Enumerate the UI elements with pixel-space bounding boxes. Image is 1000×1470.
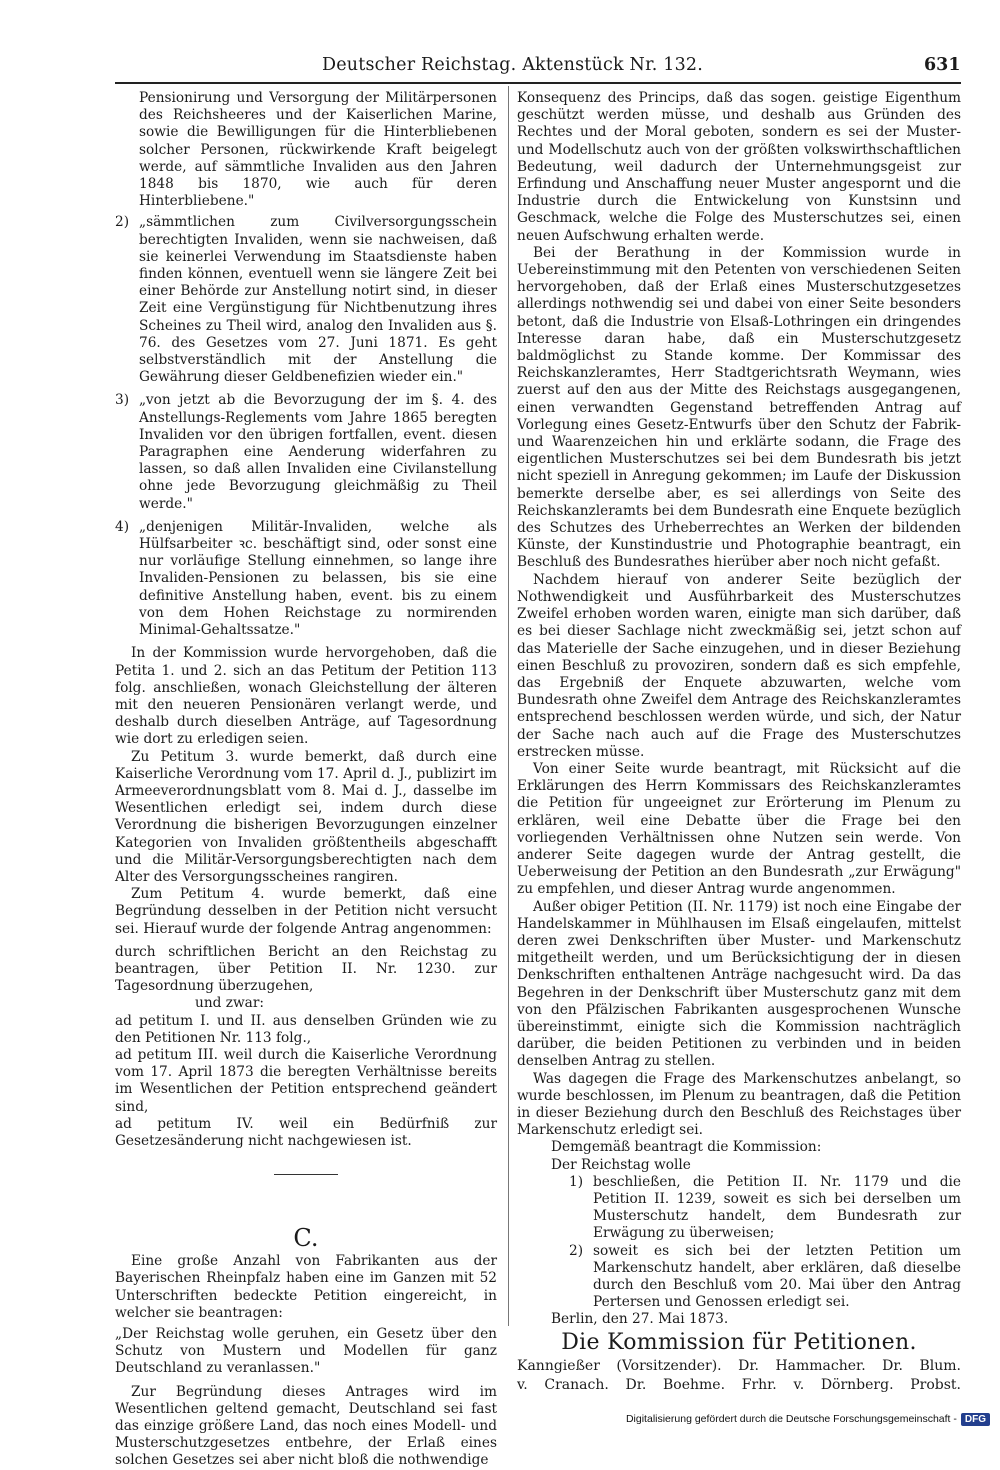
paragraph: Was dagegen die Frage des Markenschutzes anbelangt, so wurde beschlossen, im Plenum zu beantragen, daß die Petition in dieser Beziehung durch den Beschluß des Reichstages über Markenschutz erledigt sei. <box>517 1070 961 1139</box>
item-text: „sämmtlichen zum Civilversorgungsschein berechtigten Invaliden, wenn sie nachweisen, daß sie keinerlei Verwendung im Staatsdienste haben finden können, eventuell wenn sie längere Zeit bei einer Behörde zur Anstellung notirt sind, in dieser Zeit eine Vergünstigung für Nichtbenutzung ihres Scheines zu Theil wird, analog den Invaliden aus §. 76. des Gesetzes vom 27. Juni 1871. Es geht selbstverständlich mit der Anstellung die Gewährung dieser Geldbenefizien wieder ein." <box>139 214 497 386</box>
paragraph: Konsequenz des Princips, daß das sogen. geistige Eigenthum geschützt werden müsse, und deshalb aus Gründen des Rechtes und der Moral geboten, sondern es sei der Muster- und Modellschutz auch von der größten volkswirthschaftlichen Bedeutung, weil dadurch der Unternehmungsgeist zur Erfindung und Anschaffung neuer Muster angespornt und die Industrie durch die Entwickelung von Kunstsinn und Geschmack, welche die Folge des Musterschutzes sei, einen neuen Aufschwung erhalten werde. <box>517 90 961 244</box>
item-number: 2) <box>115 214 130 231</box>
item-number: 4) <box>115 518 130 535</box>
section-separator <box>274 1174 338 1175</box>
ad-petitum: ad petitum III. weil durch die Kaiserliche Verordnung vom 17. April 1873 die beregten Verhältnisse bereits im Wesentlichen der Petition entsprechend geändert sind, <box>115 1046 497 1115</box>
running-title: Deutscher Reichstag. Aktenstück Nr. 132. <box>322 55 704 75</box>
page-number: 631 <box>924 55 961 75</box>
members-line: Kanngießer (Vorsitzender). Dr. Hammacher. Dr. Blum. <box>517 1357 961 1374</box>
numbered-item <box>115 392 497 512</box>
page-header <box>0 55 1000 79</box>
left-column <box>115 90 497 1470</box>
header-rule <box>115 82 961 84</box>
right-column <box>517 90 961 1395</box>
paragraph: Außer obiger Petition (II. Nr. 1179) ist noch eine Eingabe der Handelskammer in Mühlhausen im Elsaß eingelaufen, mittelst deren zwei Denkschriften über Muster- und Markenschutz mitgetheilt werden, und um Berücksichtigung der in diesen Denkschriften enthaltenen Anträge nachgesucht wird. Da das Begehren in der Denkschrift über Musterschutz ganz mit dem von den Pfälzischen Fabrikanten ausgesprochenen Wunsche übereinstimmt, einigte sich die Kommission nachträglich darüber, die beiden Petitionen zu verbinden und in beiden denselben Antrag zu stellen. <box>517 898 961 1070</box>
ad-petitum: ad petitum IV. weil ein Bedürfniß zur Gesetzesänderung nicht nachgewiesen ist. <box>115 1115 497 1149</box>
motion-text: durch schriftlichen Bericht an den Reichstag zu beantragen, über Petition II. Nr. 1230. zur Tagesordnung überzugehen, <box>115 943 497 995</box>
paragraph: In der Kommission wurde hervorgehoben, daß die Petita 1. und 2. sich an das Petitum der Petition 113 folg. anschließen, wonach Gleichstellung der älteren mit den neueren Pensionären verlangt werde, und deshalb durch dieselben Anträge, auf Tagesordnung wie dort zu erledigen seien. <box>115 645 497 748</box>
column-divider <box>508 86 509 1326</box>
item-number: 3) <box>115 392 130 409</box>
digitization-footer <box>600 1410 990 1428</box>
item-number: 2) <box>569 1242 584 1259</box>
numbered-item <box>569 1174 961 1243</box>
paragraph: Eine große Anzahl von Fabrikanten aus der Bayerischen Rheinpfalz haben eine im Ganzen mit 52 Unterschriften bedeckte Petition eingereicht, in welcher sie beantragen: <box>115 1253 497 1321</box>
paragraph: Der Reichstag wolle <box>551 1156 691 1173</box>
paragraph: Demgemäß beantragt die Kommission: <box>551 1139 822 1156</box>
dfg-logo: DFG <box>961 1413 990 1426</box>
date-line: Berlin, den 27. Mai 1873. <box>551 1311 729 1328</box>
paragraph: Zum Petitum 4. wurde bemerkt, daß eine Begründung desselben in der Petition nicht versucht sei. Hierauf wurde der folgende Antrag angenommen: <box>115 886 497 937</box>
item-text: beschließen, die Petition II. Nr. 1179 und die Petition II. 1239, soweit es sich bei derselben um Musterschutz handelt, dem Bundesrath zur Erwägung zu überweisen; <box>593 1173 961 1242</box>
item-text: „denjenigen Militär-Invaliden, welche als Hülfsarbeiter ꝛc. beschäftigt sind, oder sonst eine nur vorläufige Stellung einnehmen, so lange ihre Invaliden-Pensionen zu belassen, bis sie eine definitive Anstellung haben, event. bis zu einem von dem Hohen Reichstage zu normirenden Minimal-Gehaltssatze." <box>139 518 497 639</box>
quoted-request: „Der Reichstag wolle geruhen, ein Gesetz über den Schutz von Mustern und Modellen für ganz Deutschland zu veranlassen." <box>115 1326 497 1377</box>
paragraph: Von einer Seite wurde beantragt, mit Rücksicht auf die Erklärungen des Herrn Kommissars des Reichskanzleramtes die Petition für ungeeignet zur Erörterung im Plenum zu erklären, weil eine Debatte über die Frage bei den vorliegenden Verhältnissen ohne Nutzen sein werde. Von anderer Seite dagegen wurde der Antrag gestellt, die Ueberweisung der Petition an den Bundesrath „zur Erwägung" zu empfehlen, und dieser Antrag wurde angenommen. <box>517 760 961 898</box>
und-zwar: und zwar: <box>195 995 264 1012</box>
paragraph: Nachdem hierauf von anderer Seite bezüglich der Nothwendigkeit und Ausführbarkeit des Musterschutzes Zweifel erhoben worden waren, einigte man sich darüber, daß es bei dieser Sachlage nicht zweckmäßig sei, jetzt schon auf das Materielle der Sache einzugehen, und in dieser Beziehung einen Beschluß zu provoziren, sondern daß es sich empfehle, das Ergebniß der Enquete abzuwarten, welche vom Bundesrath ohne Zweifel dem Antrage des Reichskanzleramtes entsprechend beschlossen werden würde, und sich, der Natur der Sache nach auch auf die Frage des Musterschutzes erstrecken müsse. <box>517 571 961 760</box>
commission-signature: Die Kommission für Petitionen. <box>561 1329 917 1355</box>
numbered-item <box>115 214 497 386</box>
item-text: soweit es sich bei der letzten Petition um Markenschutz handelt, aber erklären, daß dieselbe durch den Beschluß vom 20. Mai über den Antrag Pertersen und Genossen erledigt sei. <box>593 1242 961 1311</box>
section-heading: C. <box>293 1224 319 1253</box>
paragraph: Bei der Berathung in der Kommission wurde in Uebereinstimmung mit den Petenten von verschiedenen Seiten hervorgehoben, daß der Erlaß eines Musterschutzgesetzes allerdings nothwendig sei und dabei von einer Seite besonders betont, daß die Industrie von Elsaß-Lothringen ein dringendes Interesse daran habe, daß ein Musterschutzgesetz baldmöglichst zu Stande komme. Der Kommissar des Reichskanzleramtes, Herr Stadtgerichtsrath Weymann, wies zuerst auf den aus der Mitte des Reichstags ausgegangenen, einen verwandten Gegenstand betreffenden Antrag auf Vorlegung eines Gesetz-Entwurfs über den Schutz der Fabrik- und Waarenzeichen hin und erklärte sodann, die Frage des eigentlichen Musterschutzes sei bei dem Bundesrath bis jetzt nicht speziell in Anregung gekommen; im Laufe der Diskussion bemerkte derselbe aber, es sei allerdings von Seite des Reichskanzleramts bei dem Bundesrath eine Enquete bezüglich des Schutzes des Urheberrechtes an Werken der bildenden Künste, der Kunstindustrie und Photographie beantragt, ein Beschluß des Bundesrathes hierüber aber noch nicht gefaßt. <box>517 244 961 571</box>
ad-petitum: ad petitum I. und II. aus denselben Gründen wie zu den Petitionen Nr. 113 folg., <box>115 1012 497 1046</box>
item-text: „von jetzt ab die Bevorzugung der im §. 4. des Anstellungs-Reglements vom Jahre 1865 beregten Invaliden vor den übrigen fortfallen, event. diesen Paragraphen eine Aenderung widerfahren zu lassen, so daß allen Invaliden eine Civilanstellung ohne jede Bevorzugung gleichmäßig zu Theil werde." <box>139 392 497 512</box>
numbered-item <box>115 519 497 639</box>
item-number: 1) <box>569 1173 584 1190</box>
numbered-item <box>569 1243 961 1312</box>
paragraph: Zur Begründung dieses Antrages wird im Wesentlichen geltend gemacht, Deutschland sei fast das einzige größere Land, das noch eines Modell- und Musterschutzgesetzes entbehre, der Erlaß eines solchen Gesetzes sei aber nicht bloß die nothwendige <box>115 1383 497 1469</box>
paragraph: Zu Petitum 3. wurde bemerkt, daß durch eine Kaiserliche Verordnung vom 17. April d. J., publizirt im Armeeverordnungsblatt vom 8. Mai d. J., dasselbe im Wesentlichen erledigt sei, indem durch diese Verordnung die bisherigen Bevorzugungen einzelner Kategorien von Invaliden größtentheils abgeschafft und die Militär-Versorgungsberechtigten nach dem Alter des Versorgungsscheines rangiren. <box>115 748 497 885</box>
paragraph: Pensionirung und Versorgung der Militärpersonen des Reichsheeres und der Kaiserlichen Marine, sowie die Bewilligungen für die Hinterbliebenen solcher Personen, rückwirkende Kraft beigelegt werde, auf sämmtliche Invaliden aus den Jahren 1848 bis 1870, wie auch für deren Hinterbliebene." <box>139 90 497 210</box>
footer-text: Digitalisierung gefördert durch die Deutsche Forschungsgemeinschaft - <box>625 1413 957 1425</box>
members-line: v. Cranach. Dr. Boehme. Frhr. v. Dörnberg. Probst. <box>517 1376 961 1393</box>
